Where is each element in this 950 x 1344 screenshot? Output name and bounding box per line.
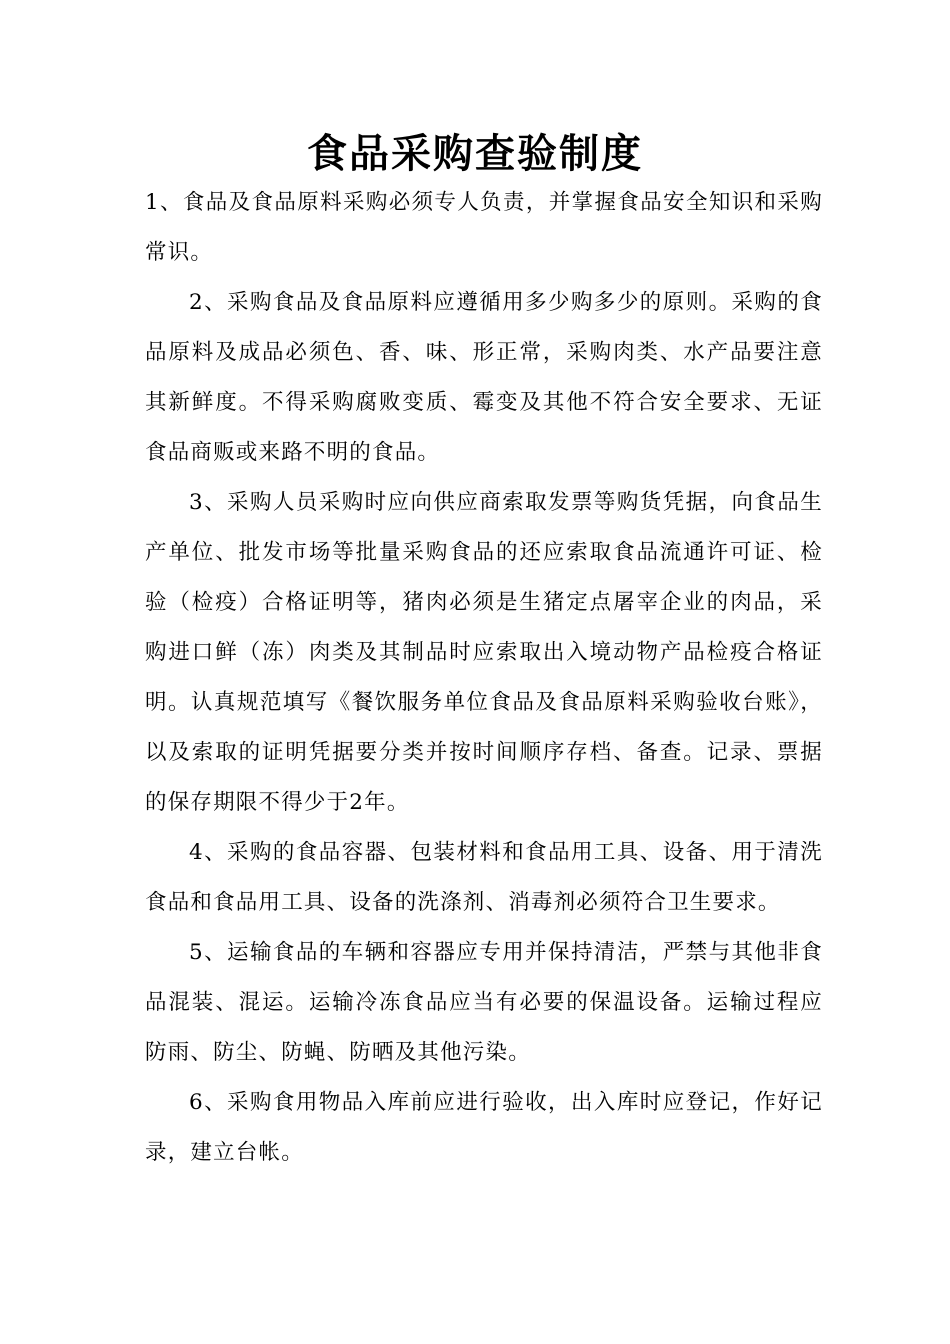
- document-body: [145, 178, 823, 1178]
- paragraph-6: 6、采购食用物品入库前应进行验收，出入库时应登记，作好记录，建立台帐。: [145, 1090, 823, 1165]
- paragraph-3: 3、采购人员采购时应向供应商索取发票等购货凭据，向食品生产单位、批发市场等批量采购食品的还应索取食品流通许可证、检验（检疫）合格证明等，猪肉必须是生猪定点屠宰企业的肉品，采购进口鲜（冻）肉类及其制品时应索取出入境动物产品检疫合格证明。认真规范填写《餐饮服务单位食品及食品原料采购验收台账》，以及索取的证明凭据要分类并按时间顺序存档、备查。记录、票据的保存期限不得少于2年。: [145, 490, 823, 815]
- paragraph-5: 5、运输食品的车辆和容器应专用并保持清洁，严禁与其他非食品混装、混运。运输冷冻食品应当有必要的保温设备。运输过程应防雨、防尘、防蝇、防晒及其他污染。: [145, 940, 823, 1065]
- document-title: 食品采购查验制度: [307, 131, 643, 177]
- paragraph-4: 4、采购的食品容器、包装材料和食品用工具、设备、用于清洗食品和食品用工具、设备的洗涤剂、消毒剂必须符合卫生要求。: [145, 840, 823, 915]
- paragraph-1: 1、食品及食品原料采购必须专人负责，并掌握食品安全知识和采购常识。: [145, 190, 823, 265]
- paragraph-2: 2、采购食品及食品原料应遵循用多少购多少的原则。采购的食品原料及成品必须色、香、味、形正常，采购肉类、水产品要注意其新鲜度。不得采购腐败变质、霉变及其他不符合安全要求、无证食品商贩或来路不明的食品。: [145, 290, 823, 465]
